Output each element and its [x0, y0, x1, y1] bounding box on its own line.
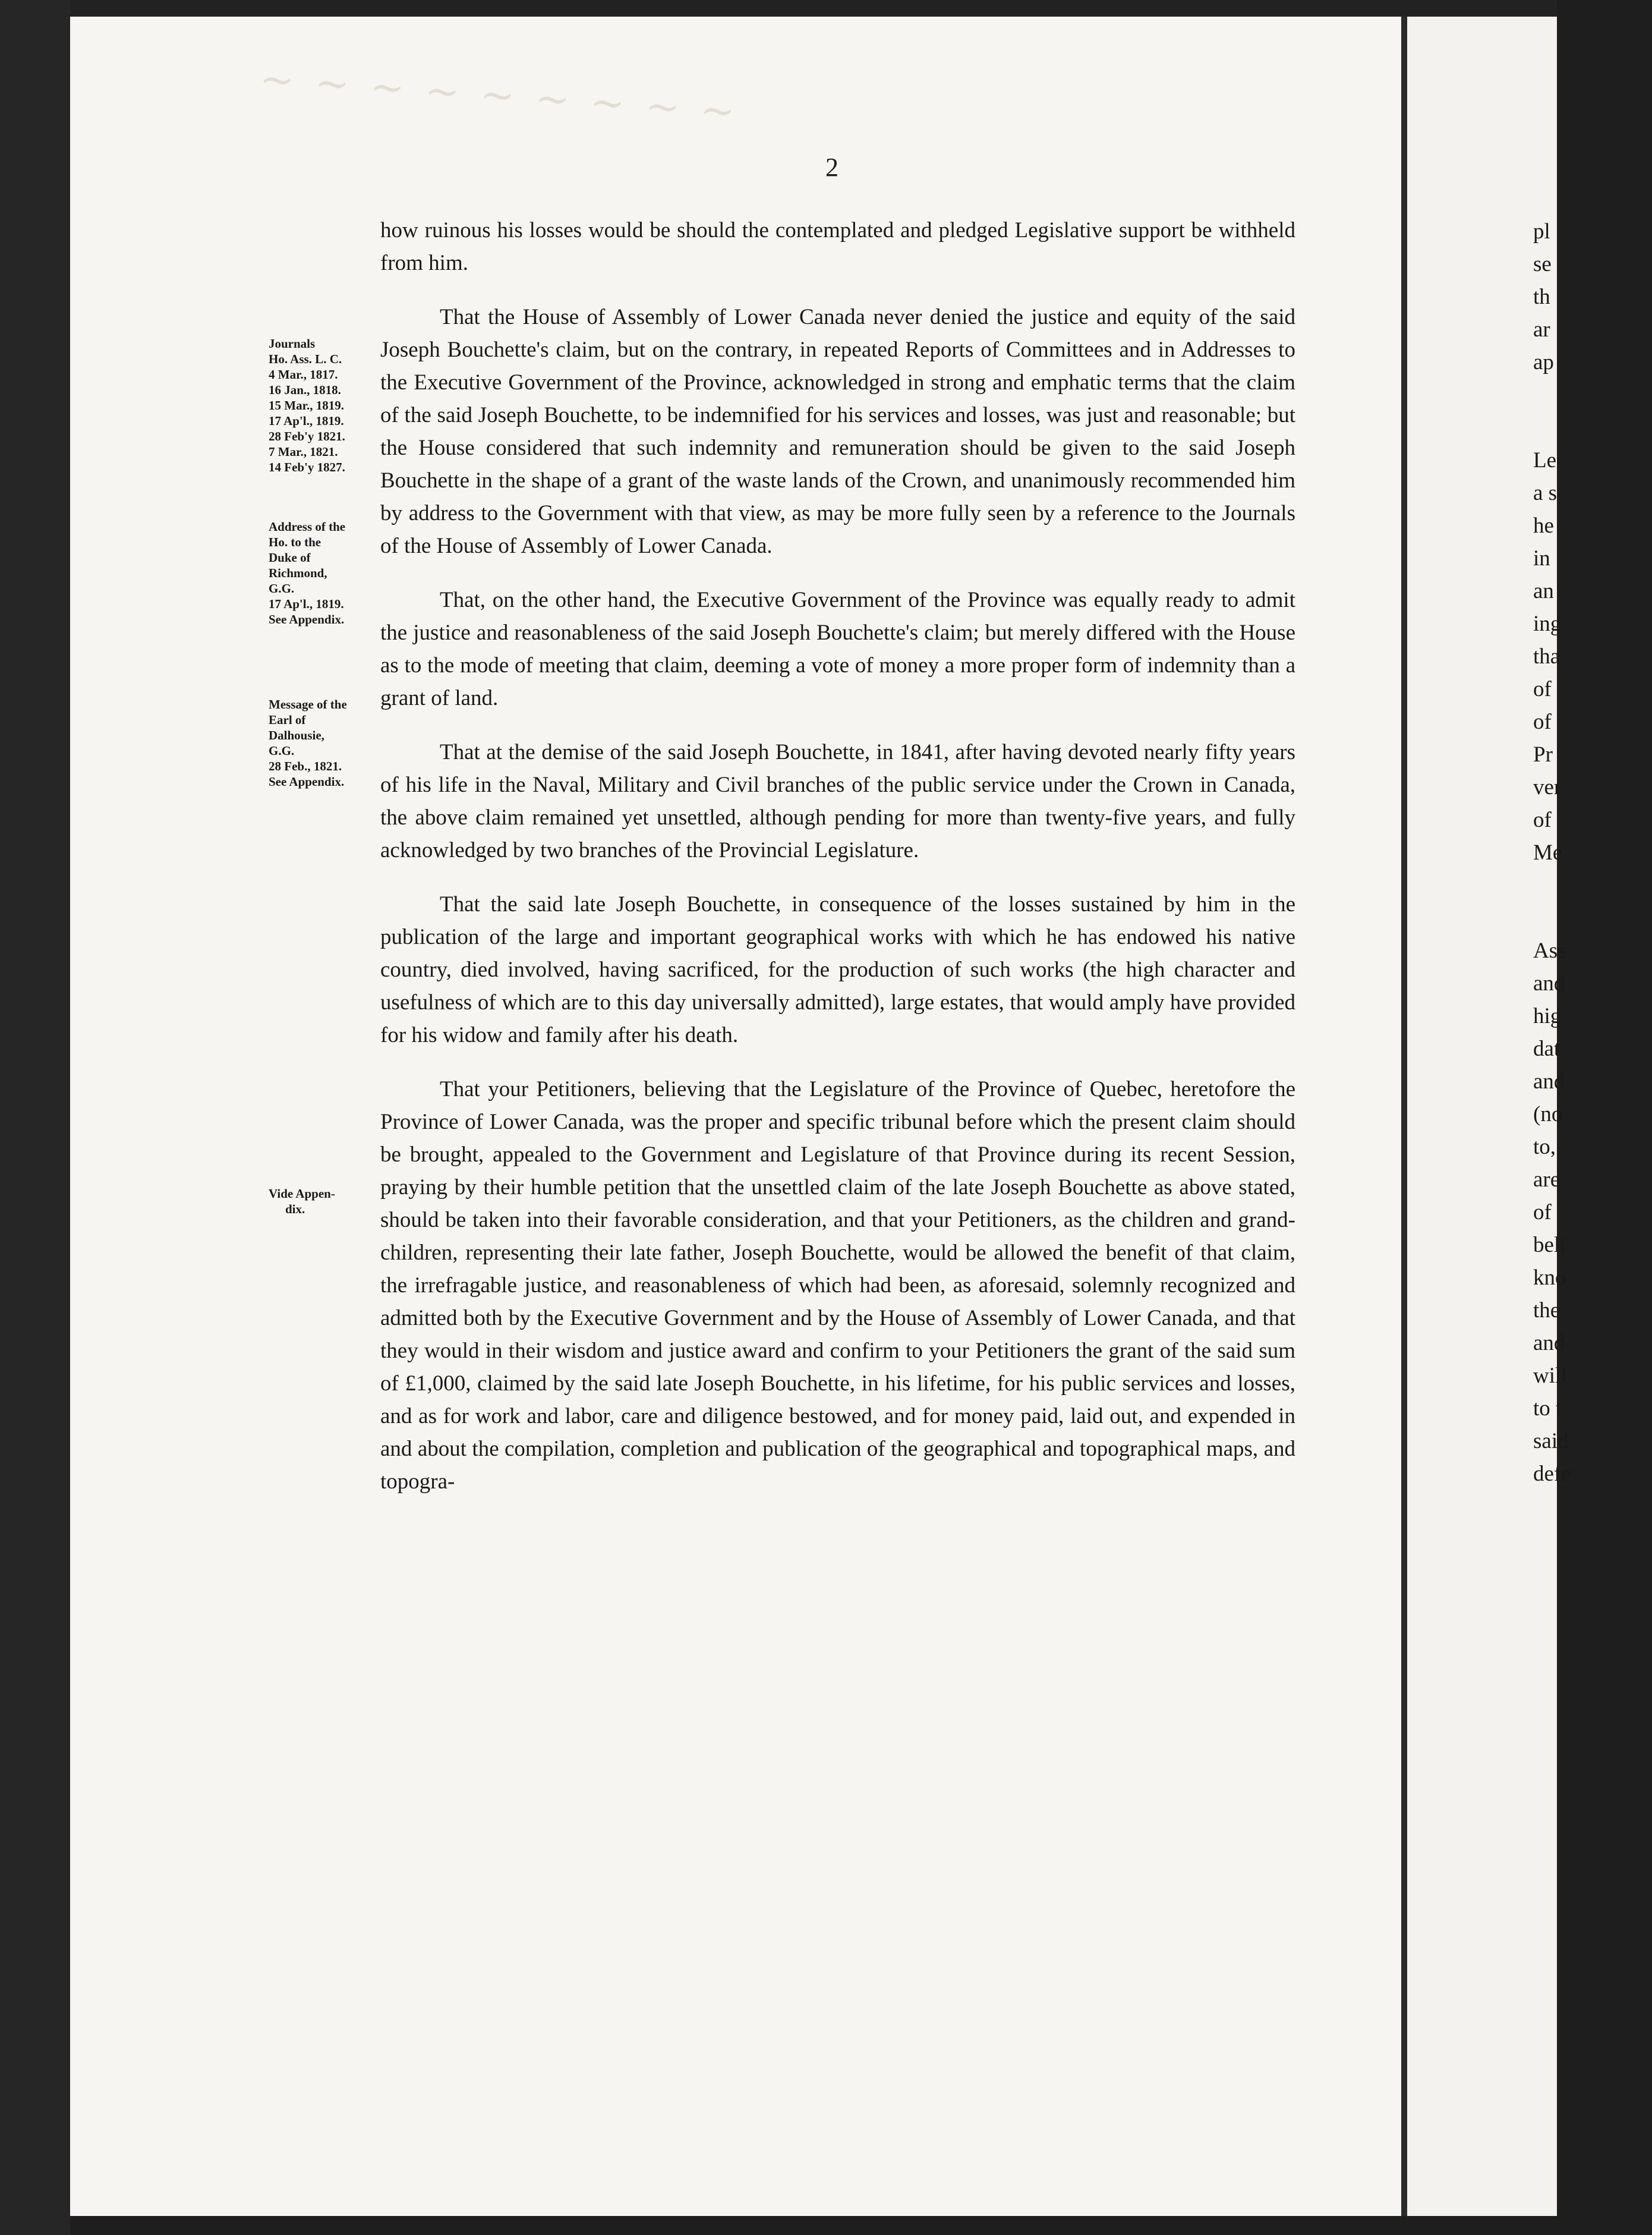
- adjacent-page-fragment: of: [1533, 677, 1552, 701]
- margin-note-address: Address of the Ho. to the Duke of Richmond, G.G. 17 Ap'l., 1819. See Appendix.: [269, 520, 346, 627]
- adjacent-page-fragment: pl: [1533, 219, 1550, 244]
- adjacent-page-fragment: ver: [1533, 775, 1562, 799]
- scan-left-edge: [0, 0, 70, 2235]
- paragraph: That the said late Joseph Bouchette, in consequence of the losses sustained by him in the publication of the large and important geographical works with which he has endowed his native country, died involved, having sacrificed, for the production of such works (the high character and usefulness of which are to this day universally admitted), large estates, that would amply have provided for his widow and family after his death.: [380, 892, 1295, 1047]
- page-number: 2: [825, 153, 838, 182]
- adjacent-page-fragment: th: [1533, 285, 1550, 309]
- adjacent-page-fragment: [1533, 379, 1652, 411]
- adjacent-page-fragment: [1533, 411, 1652, 444]
- adjacent-page-fragment: an: [1533, 579, 1554, 603]
- margin-note-journals: Journals Ho. Ass. L. C. 4 Mar., 1817. 16 Jan., 1818. 15 Mar., 1819. 17 Ap'l., 1819. 28 Feb'y 1821. 7 Mar., 1821. 14 Feb'y 1827.: [269, 336, 345, 474]
- adjacent-page-fragment: he: [1533, 514, 1554, 538]
- scan-top-edge: [70, 0, 1557, 17]
- paragraph: how ruinous his losses would be should the contemplated and pledged Legislative support be withheld from him.: [380, 218, 1295, 275]
- adjacent-page-fragment: will: [1533, 1364, 1568, 1388]
- adjacent-page-fragment: the: [1533, 1298, 1560, 1323]
- adjacent-page-fragment: se: [1533, 252, 1552, 276]
- adjacent-page-fragment: hig: [1533, 1004, 1562, 1028]
- adjacent-page-fragment: Pr: [1533, 742, 1553, 767]
- adjacent-page-fragment: said: [1533, 1429, 1569, 1453]
- adjacent-page-fragment: ing: [1533, 612, 1562, 636]
- adjacent-page-fragment: [1533, 902, 1652, 934]
- adjacent-page-fragment: Le: [1533, 448, 1557, 473]
- adjacent-page-fragment: Ass: [1533, 939, 1566, 963]
- adjacent-page-fragment: defe: [1533, 1462, 1571, 1486]
- adjacent-page-fragment: ar: [1533, 317, 1550, 342]
- adjacent-page-text: [1533, 215, 1652, 1490]
- adjacent-page-fragment: and: [1533, 1069, 1565, 1094]
- adjacent-page-fragment: are: [1533, 1167, 1560, 1192]
- page-gutter: [1401, 17, 1407, 2216]
- adjacent-page-fragment: [1533, 869, 1652, 902]
- adjacent-page-fragment: tha: [1533, 644, 1560, 669]
- margin-note-message: Message of the Earl of Dalhousie, G.G. 28 Feb., 1821. See Appendix.: [269, 697, 347, 789]
- adjacent-page-fragment: a s: [1533, 481, 1558, 505]
- adjacent-page-fragment: beli: [1533, 1233, 1566, 1257]
- adjacent-page-fragment: of: [1533, 1200, 1552, 1224]
- paragraph: That your Petitioners, believing that the Legislature of the Province of Quebec, heretofore the Province of Lower Canada, was the proper and specific tribunal before which the present claim should be brought, appealed to the Government and Legislature of that Province during its recent Session, praying by their humble petition that the unsettled claim of the late Joseph Bouchette as above stated, should be taken into their favorable consideration, and that your Petitioners, as the children and grand-children, representing their late father, Joseph Bouchette, would be allowed the benefit of that claim, the irrefragable justice, and reasonableness of which had been, as aforesaid, solemnly recognized and admitted both by the Executive Government and by the House of Assembly of Lower Canada, and that they would in their wisdom and justice award and confirm to your Petitioners the grant of the said sum of £1,000, claimed by the said late Joseph Bouchette, in his lifetime, for his public services and losses, and as for work and labor, care and diligence bestowed, and for money paid, laid out, and expended in and about the compilation, completion and publication of the geographical and topographical maps, and topogra-: [380, 1077, 1295, 1494]
- paragraph: That the House of Assembly of Lower Canada never denied the justice and equity of the said Joseph Bouchette's claim, but on the contrary, in repeated Reports of Committees and in Addresses to the Executive Government of the Province, acknowledged in strong and emphatic terms that the claim of the said Joseph Bouchette, to be indemnified for his services and losses, was just and reasonable; but the House considered that such indemnity and remuneration should be given to the said Joseph Bouchette in the shape of a grant of the waste lands of the Crown, and unanimously recommended him by address to the Government with that view, as may be more fully seen by a reference to the Journals of the House of Assembly of Lower Canada.: [380, 305, 1295, 558]
- adjacent-page-fragment: to,: [1533, 1135, 1556, 1159]
- adjacent-page-fragment: of: [1533, 808, 1552, 832]
- adjacent-page-fragment: to t: [1533, 1396, 1562, 1421]
- paragraph: That, on the other hand, the Executive Government of the Province was equally ready to admit the justice and reasonableness of the said Joseph Bouchette's claim; but merely differed with the House as to the mode of meeting that claim, deeming a vote of money a more proper form of indemnity than a grant of land.: [380, 588, 1295, 710]
- adjacent-page-fragment: dat: [1533, 1037, 1560, 1061]
- adjacent-page-fragment: in: [1533, 546, 1550, 571]
- adjacent-page-fragment: kno: [1533, 1266, 1566, 1290]
- adjacent-page-fragment: Me: [1533, 841, 1563, 865]
- margin-note-vide: Vide Appen- dix.: [269, 1186, 335, 1216]
- adjacent-page-fragment: and: [1533, 971, 1565, 996]
- adjacent-page-fragment: (no: [1533, 1102, 1563, 1126]
- adjacent-page-fragment: ap: [1533, 350, 1554, 374]
- adjacent-page-fragment: and: [1533, 1331, 1565, 1355]
- paragraph: That at the demise of the said Joseph Bouchette, in 1841, after having devoted nearly fifty years of his life in the Naval, Military and Civil branches of the public service under the Crown in Canada, the above claim remained yet unsettled, although pending for more than twenty-five years, and fully acknowledged by two branches of the Provincial Legislature.: [380, 740, 1295, 862]
- bleed-through-handwriting: ~ ~ ~ ~ ~ ~ ~ ~ ~: [258, 53, 741, 137]
- adjacent-page-fragment: of: [1533, 710, 1552, 734]
- body-text: [380, 214, 1295, 1519]
